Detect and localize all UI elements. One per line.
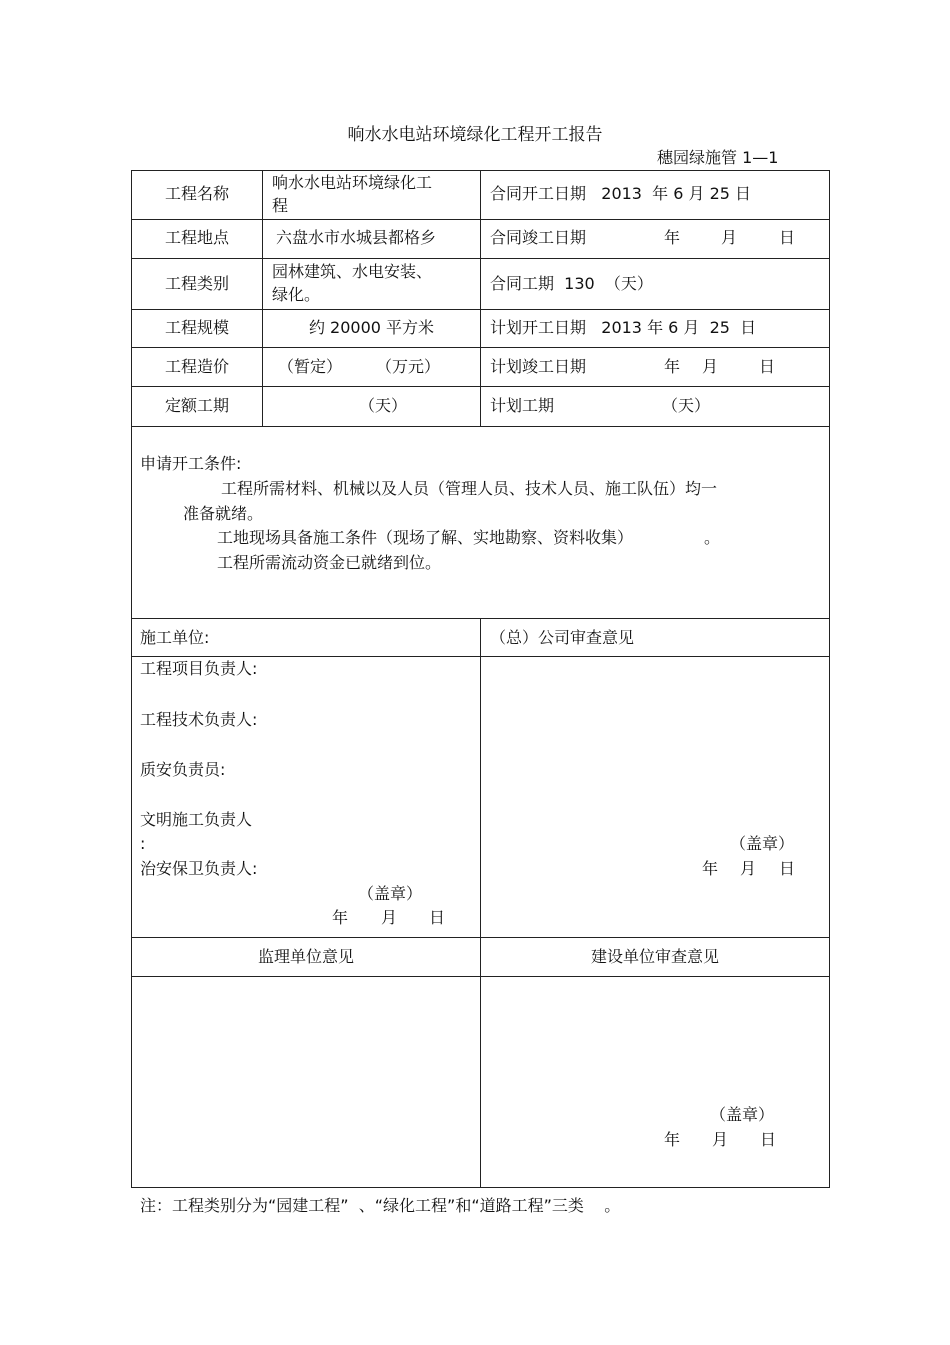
planned-duration-unit: （天） [662,396,711,415]
value-project-name-line2: 程 [272,196,289,215]
label-planned-end-date: 计划竣工日期 [490,357,587,376]
label-project-name: 工程名称 [164,184,229,203]
planned-start-date: 计划开工日期 2013 年 6 月 25 日 [490,318,757,337]
condition-line-3: 工地现场具备施工条件（现场了解、实地勘察、资料收集） [217,528,634,547]
quality-safety-field: 质安负责员: [140,760,226,779]
supervision-heading: 监理单位意见 [257,947,354,966]
civilized-construction-colon: : [140,834,146,853]
condition-line-4: 工程所需流动资金已就绪到位。 [217,553,442,572]
value-quota-duration: （天） [358,396,407,415]
value-project-category-line2: 绿化。 [272,285,321,304]
construction-month: 月 [381,908,398,927]
contract-end-day: 日 [779,228,796,247]
construction-unit-heading: 施工单位: [140,628,210,647]
owner-review-heading: 建设单位审查意见 [590,947,719,966]
label-project-scale: 工程规模 [164,318,229,337]
owner-seal: （盖章） [710,1105,775,1124]
footnote: 注：工程类别分为“园建工程” 、“绿化工程”和“道路工程”三类 。 [140,1196,621,1215]
security-lead-field: 治安保卫负责人: [140,859,258,878]
construction-seal: （盖章） [358,884,423,903]
condition-line-2: 准备就绪。 [183,504,264,523]
label-planned-duration: 计划工期 [490,396,555,415]
condition-line-1: 工程所需材料、机械以及人员（管理人员、技术人员、施工队伍）均一 [221,479,718,498]
owner-month: 月 [712,1130,729,1149]
contract-duration: 合同工期 130 （天） [490,274,653,293]
value-project-location: 六盘水市水城县都格乡 [276,228,437,247]
contract-start-date: 合同开工日期 2013 年 6 月 25 日 [490,184,752,203]
construction-year: 年 [332,908,349,927]
column-divider [480,618,481,1188]
label-project-location: 工程地点 [164,228,229,247]
value-project-name-line1: 响水水电站环境绿化工 [272,173,433,192]
company-review-heading: （总）公司审查意见 [490,628,635,647]
planned-end-year: 年 [664,357,681,376]
owner-year: 年 [664,1130,681,1149]
column-divider [480,170,481,427]
contract-end-month: 月 [721,228,738,247]
technical-lead-field: 工程技术负责人: [140,710,258,729]
document-title: 响水水电站环境绿化工程开工报告 [347,125,603,145]
company-month: 月 [740,859,757,878]
construction-day: 日 [429,908,446,927]
form-code: 穗园绿施管 1—1 [657,148,779,167]
column-divider [262,170,263,427]
label-project-cost: 工程造价 [164,357,229,376]
value-cost-unit: （万元） [376,357,441,376]
label-contract-end-date: 合同竣工日期 [490,228,587,247]
civilized-construction-field: 文明施工负责人 [140,810,253,829]
company-year: 年 [702,859,719,878]
value-project-scale: 约 20000 平方米 [308,318,435,337]
value-project-category-line1: 园林建筑、水电安装、 [272,262,433,281]
planned-end-day: 日 [759,357,776,376]
label-quota-duration: 定额工期 [164,396,229,415]
value-cost-provisional: （暂定） [278,357,343,376]
conditions-heading: 申请开工条件: [140,454,242,473]
project-manager-field: 工程项目负责人: [140,659,258,678]
contract-end-year: 年 [664,228,681,247]
company-seal: （盖章） [730,834,795,853]
company-day: 日 [779,859,796,878]
owner-day: 日 [760,1130,777,1149]
planned-end-month: 月 [702,357,719,376]
condition-line-3-end: 。 [704,528,721,547]
label-project-category: 工程类别 [164,274,229,293]
